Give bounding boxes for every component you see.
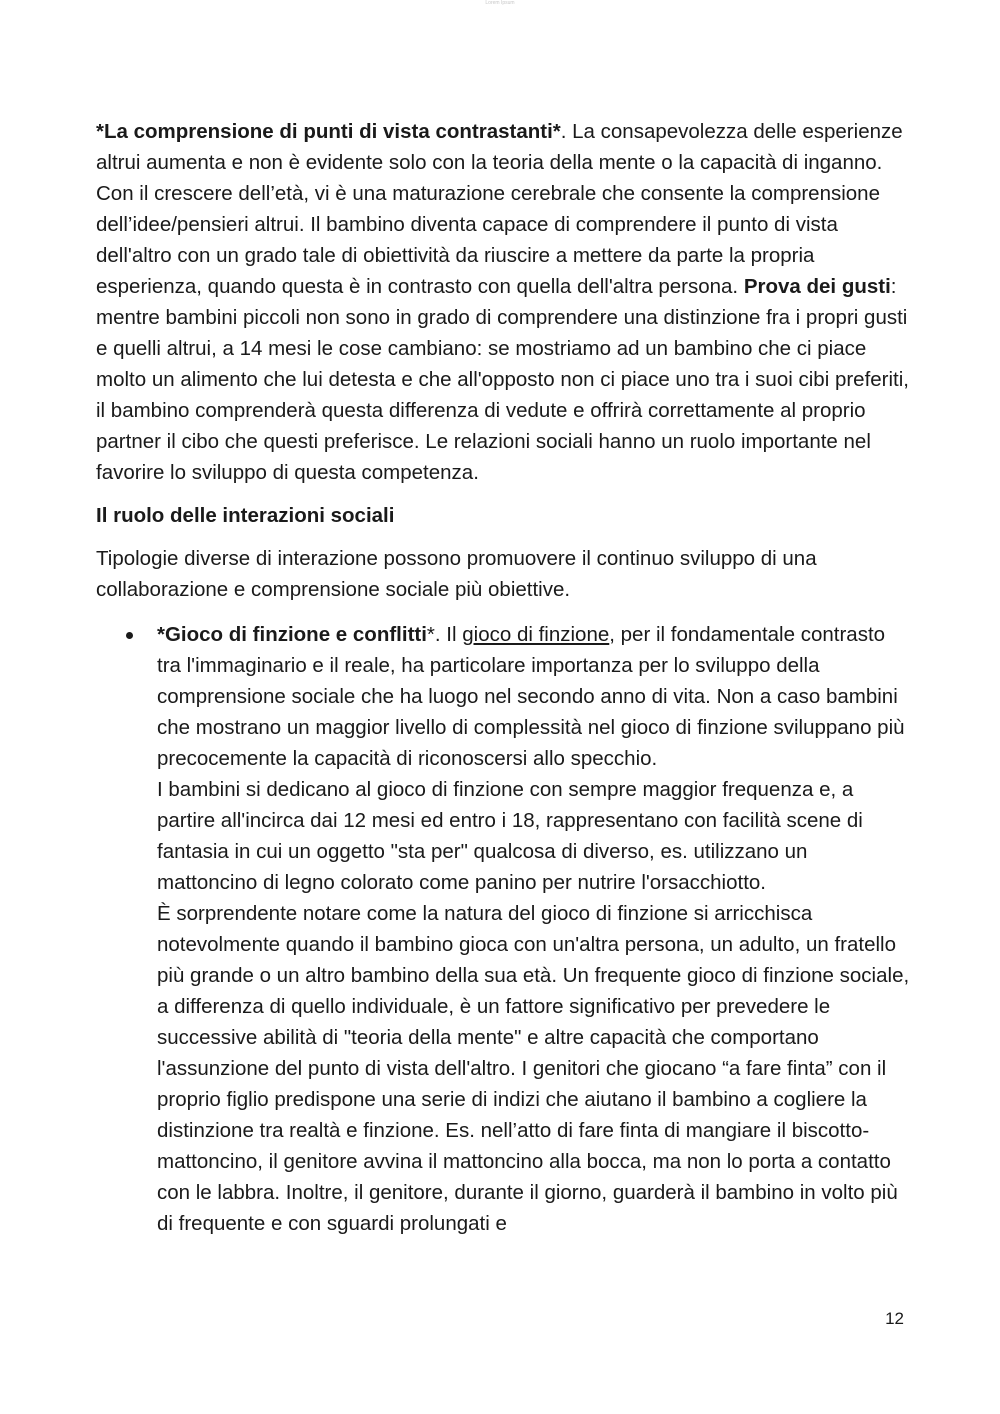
watermark: Lorem Ipsum xyxy=(485,0,515,6)
section-heading: Il ruolo delle interazioni sociali xyxy=(96,504,395,527)
paragraph-contrasting-viewpoints xyxy=(96,116,910,488)
underlined-term: gioco di finzione xyxy=(462,623,610,646)
paragraph-title: *La comprensione di punti di vista contrastanti* xyxy=(96,120,561,143)
page-number: 12 xyxy=(885,1309,904,1328)
document-body xyxy=(96,116,910,1239)
bullet-paragraph-2: I bambini si dedicano al gioco di finzione con sempre maggior frequenza e, a partire all'incirca dai 12 mesi ed entro i 18, rappresentano con facilità scene di fantasia in cui un oggetto "sta per" qualcosa di diverso, es. utilizzano un mattoncino di legno colorato come panino per nutrire l'orsacchiotto. xyxy=(157,778,863,894)
bullet-icon xyxy=(126,632,133,639)
bullet-paragraph xyxy=(157,619,910,774)
bullet-list xyxy=(96,619,910,1239)
bullet-title-tail: *. Il xyxy=(426,623,463,646)
list-item xyxy=(96,619,910,1239)
paragraph-text: . La consapevolezza delle esperienze altrui aumenta e non è evidente solo con la teoria della mente o la capacità di inganno. Con il crescere dell’età, vi è una maturazione cerebrale che consente la comprensione dell’idee/pensieri altrui. Il bambino diventa capace di comprendere il punto di vista dell'altro con un grado tale di obiettività da riuscire a mettere da parte la propria esperienza, quando questa è in contrasto con quella dell'altra persona. xyxy=(96,120,903,298)
paragraph-text-continued: : mentre bambini piccoli non sono in grado di comprendere una distinzione fra i propri gusti e quelli altrui, a 14 mesi le cose cambiano: se mostriamo ad un bambino che ci piace molto un alimento che lui detesta e che all'opposto non ci piace uno tra i suoi cibi preferiti, il bambino comprenderà questa differenza di vedute e offrirà correttamente al proprio partner il cibo che questi preferisce. Le relazioni sociali hanno un ruolo importante nel favorire lo sviluppo di questa competenza. xyxy=(96,275,909,484)
bullet-text: , per il fondamentale contrasto tra l'immaginario e il reale, ha particolare importanza per lo sviluppo della comprensione sociale che ha luogo nel secondo anno di vita. Non a caso bambini che mostrano un maggior livello di complessità nel gioco di finzione sviluppano più precocemente la capacità di riconoscersi allo specchio. xyxy=(157,623,905,770)
bullet-title: *Gioco di finzione e conflitti xyxy=(157,623,427,646)
intro-paragraph: Tipologie diverse di interazione possono promuovere il continuo sviluppo di una collaborazione e comprensione sociale più obiettive. xyxy=(96,547,817,601)
paragraph-emphasis: Prova dei gusti xyxy=(743,275,891,298)
bullet-paragraph-3: È sorprendente notare come la natura del gioco di finzione si arricchisca notevolmente quando il bambino gioca con un'altra persona, un adulto, un fratello più grande o un altro bambino della sua età. Un frequente gioco di finzione sociale, a differenza di quello individuale, è un fattore significativo per prevedere le successive abilità di "teoria della mente" e altre capacità che comportano l'assunzione del punto di vista dell'altro. I genitori che giocano “a fare finta” con il proprio figlio predispone una serie di indizi che aiutano il bambino a cogliere la distinzione tra realtà e finzione. Es. nell’atto di fare finta di mangiare il biscotto-mattoncino, il genitore avvina il mattoncino alla bocca, ma non lo porta a contatto con le labbra. Inoltre, il genitore, durante il giorno, guarderà il bambino in volto più di frequente e con sguardi prolungati e xyxy=(157,902,910,1235)
